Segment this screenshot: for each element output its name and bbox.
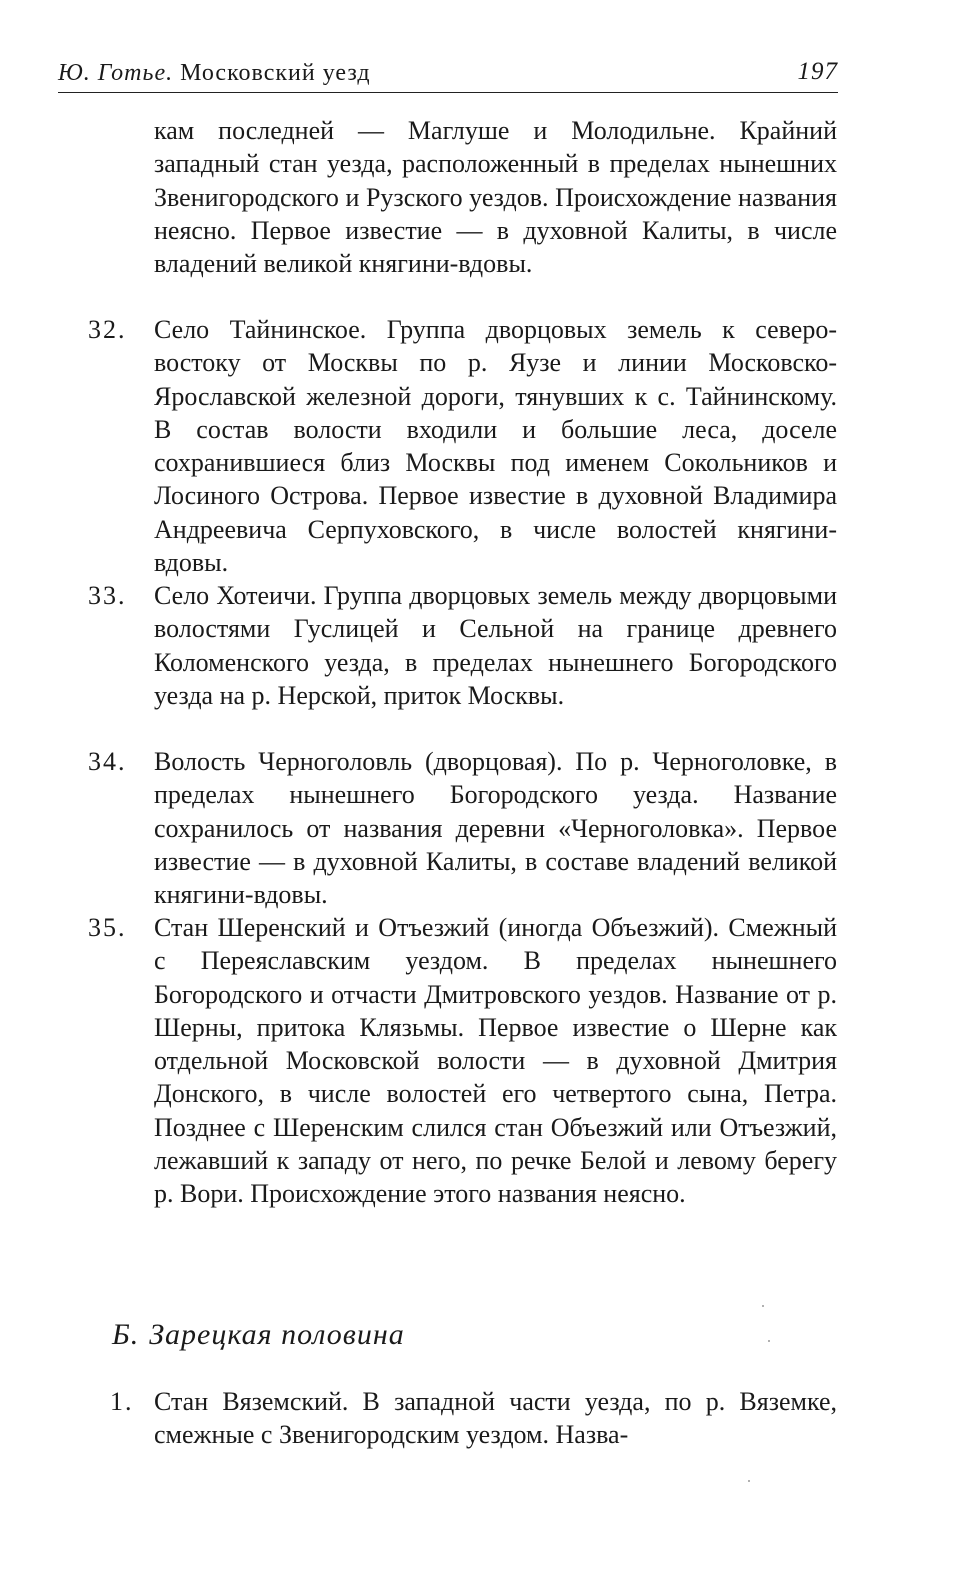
item-text-35: Стан Шеренский и Отъезжий (иногда Объезжий). Смежный с Переяславским уездом. В пределах нынешнего Богородского и отчасти Дмитровского уездов. Название от р. Шерны, притока Клязьмы. Первое известие о Шерне как отдельной Московской волости — в духовной Дмитрия Донского, в числе волостей его четвертого сына, Петра. Позднее с Шеренским слился стан Объезжий или Отъезжий, лежавший к западу от него, по речке Белой и левому берегу р. Вори. Происхождение этого названия неясно. [154, 913, 837, 1209]
item-text-34: Волость Черноголовль (дворцовая). По р. Черноголовке, в пределах нынешнего Богородского уезда. Название сохранилось от названия деревни «Черноголовка». Первое известие — в духовной Калиты, в составе владений великой княгини-вдовы. [154, 747, 837, 910]
item-text-32: Село Тайнинское. Группа дворцовых земель к северо-востоку от Москвы по р. Яузе и линии Московско-Ярославской железной дороги, тянувших к с. Тайнинскому. В состав волости входили и большие леса, доселе сохранившиеся близ Москвы под именем Сокольников и Лосиного Острова. Первое известие в духовной Владимира Андреевича Серпуховского, в числе волостей княгини-вдовы. [154, 315, 837, 578]
item-number-35: 35. [88, 913, 127, 942]
header-author: Ю. Готье. [58, 60, 174, 86]
section-letter: Б. [112, 1318, 140, 1351]
section-heading [112, 1318, 405, 1352]
page-number: 197 [797, 58, 838, 85]
scan-speck [762, 1305, 764, 1307]
item-number-32: 32. [88, 315, 127, 344]
scan-speck [748, 1480, 750, 1482]
scan-speck [768, 1340, 770, 1342]
intro-paragraph: кам последней — Маглуше и Молодильне. Крайний западный стан уезда, расположенный в пределах нынешних Звенигородского и Рузского уездов. Происхождение названия неясно. Первое известие — в духовной Калиты, в числе владений великой княгини-вдовы. [154, 116, 837, 279]
section-title: Зарецкая половина [149, 1318, 405, 1351]
header-title-line [58, 60, 371, 87]
running-header [58, 58, 838, 93]
section-item-text-1: Стан Вяземский. В западной части уезда, по р. Вяземке, смежные с Звенигородским уездом. Назва- [154, 1387, 837, 1450]
section-item-number-1: 1. [110, 1387, 134, 1416]
header-title: Московский уезд [180, 60, 371, 86]
item-text-33: Село Хотеичи. Группа дворцовых земель между дворцовыми волостями Гуслицей и Сельной на границе древнего Коломенского уезда, в пределах нынешнего Богородского уезда на р. Нерской, приток Москвы. [154, 581, 837, 710]
item-number-33: 33. [88, 581, 127, 610]
item-number-34: 34. [88, 747, 127, 776]
